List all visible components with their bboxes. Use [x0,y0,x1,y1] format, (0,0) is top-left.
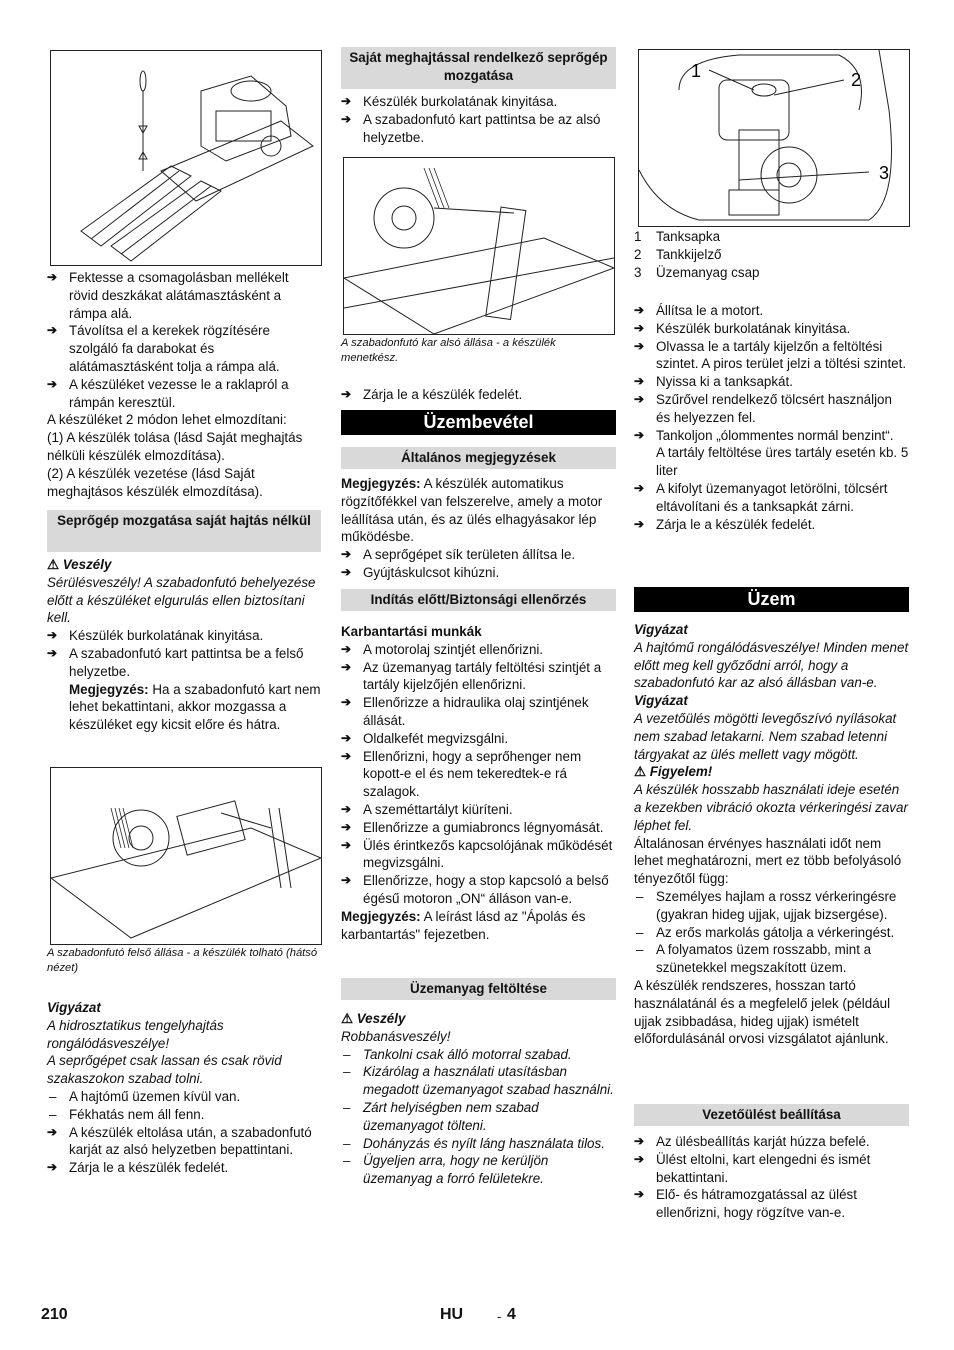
caution-text-1: A hidrosztatikus tengelyhajtás rongálódásveszélye! [47,1017,224,1051]
check-item: ➔ Ülés érintkezős kapcsolójának működését megvizsgálni. [341,837,616,873]
caution-text: A hajtómű rongálódásveszélye! Minden menet előtt meg kell győződni arról, hogy a szabadonfutó kar az alsó állásban van-e. [634,639,909,691]
heading-operation: Üzem [634,587,909,612]
danger-text: Robbanásveszély! [341,1028,451,1044]
figure-freewheel-up [50,767,322,945]
heading-general-notes: Általános megjegyzések [341,447,616,469]
fuel-step: ➔ Szűrővel rendelkező tölcsért használjon és helyezzen fel. [634,391,909,427]
warning-triangle-icon: ⚠ [341,1011,354,1026]
legend-item: 2 Tankkijelző [634,246,722,262]
callout-2: 2 [851,70,862,90]
fuel-step: ➔ Készülék burkolatának kinyitása. [634,320,909,338]
step-lever-down: ➔ A készülék eltolása után, a szabadonfutó karját az alsó helyzetben bepattintani. [47,1124,321,1160]
maintenance-note: Megjegyzés: A leírást lásd az "Ápolás és karbantartás" fejezetben. [341,908,586,942]
step-remove-wood: ➔ Távolítsa el a kerekek rögzítésére szolgáló fa darabokat és alátámasztásként tolja a rámpa alá. [47,322,321,375]
move-option-2: (2) A készülék vezetése (lásd Saját meghajtásos készülék elmozdítása). [47,465,263,499]
section-page-number: 4 [507,1306,516,1323]
fuel-rule: – Tankolni csak álló motorral szabad. [341,1046,616,1064]
dash-no-brake: – Fékhatás nem áll fenn. [47,1106,321,1124]
check-item: ➔ Ellenőrizze a gumiabroncs légnyomását. [341,819,616,837]
move-option-1: (1) A készülék tolása (lásd Saját meghajtás nélküli készülék elmozdítása). [47,430,303,463]
fuel-rule: – Dohányzás és nyílt láng használata tilos. [341,1135,616,1153]
seat-step: ➔ Elő- és hátramozgatással az ülést ellenőrizni, hogy rögzítve van-e. [634,1186,909,1222]
warning-triangle-icon: ⚠ [634,764,647,780]
callout-3: 3 [879,163,890,183]
step-close-lid: ➔ Zárja le a készülék fedelét. [47,1159,321,1177]
warning-triangle-icon: ⚠ [47,557,60,572]
step-lay-boards: ➔ Fektesse a csomagolásban mellékelt rövid deszkákat alátámasztásként a rámpa alá. [47,269,321,322]
fuel-rule: – Zárt helyiségben nem szabad üzemanyagot tölteni. [341,1099,616,1135]
usage-factor: – A folyamatos üzem rosszabb, mint a szünetekkel megszakított üzem. [634,941,909,977]
figure-pallet-ramp [50,50,322,266]
fuel-step: ➔ Állítsa le a motort. [634,302,909,320]
fuel-step: ➔ Tankoljon „ólommentes normál benzint“. [634,427,909,445]
step-close-lid: ➔ Zárja le a készülék fedelét. [341,386,616,404]
legend-item: 3 Üzemanyag csap [634,264,760,280]
fuel-step: ➔ A kifolyt üzemanyagot letörölni, tölcsért eltávolítani és a tanksapkát zárni. [634,480,909,516]
check-item: ➔ A szeméttartályt kiüríteni. [341,801,616,819]
step-lever-up: ➔ A szabadonfutó kart pattintsa be a felső helyzetbe. [47,645,321,681]
step-open-cover: ➔ Készülék burkolatának kinyitása. [47,627,321,645]
legend-item: 1 Tanksapka [634,229,721,244]
page-number: 210 [41,1306,68,1323]
heading-move-without-drive: Seprőgép mozgatása saját hajtás nélkül [47,510,321,552]
seat-step: ➔ Az ülésbeállítás karját húzza befelé. [634,1133,909,1151]
fuel-step: ➔ Zárja le a készülék fedelét. [634,516,909,534]
figure-caption-freewheel-down: A szabadonfutó kar alsó állása - a készülék menetkész. [341,337,556,364]
figure-freewheel-down [343,157,615,335]
usage-text: Általánosan érvényes használati időt nem lehet meghatározni, mert ez több befolyásoló tényezőtől függ: [634,835,902,887]
danger-text: Sérülésveszély! A szabadonfutó behelyezése előtt a készüléket elgurulás ellen biztosítani kell. [47,574,316,626]
check-item: ➔ A motorolaj szintjét ellenőrizni. [341,641,616,659]
caution-text-2: A seprőgépet csak lassan és csak rövid szakaszokon szabad tolni. [47,1053,282,1087]
freewheel-down-drawing [344,158,614,334]
fuel-step: ➔ Olvassa le a tartály kijelzőn a feltöltési szintet. A piros terület jelzi a töltési szintet. [634,338,909,374]
pallet-ramp-drawing [51,51,321,265]
step-lever-down: ➔ A szabadonfutó kart pattintsa be az alsó helyzetbe. [341,111,616,147]
figure-caption-freewheel-up: A szabadonfutó felső állása - a készülék tolható (hátsó nézet) [47,947,318,974]
fuel-step: ➔ Nyissa ki a tanksapkát. [634,373,909,391]
attention-label: ⚠ Figyelem! [634,764,713,780]
heading-move-with-drive: Saját meghajtással rendelkező seprőgép mozgatása [341,47,616,89]
dash-gear-off: – A hajtómű üzemen kívül van. [47,1088,321,1106]
fuel-rule: – Ügyeljen arra, hogy ne kerüljön üzemanyag a forró felületekre. [341,1152,616,1188]
engine-tank-drawing [639,50,909,226]
heading-start-up: Üzembevétel [341,410,616,435]
usage-factor: – Személyes hajlam a rossz vérkeringésre (gyakran hideg ujjak, ujjak bizsergése). [634,888,909,924]
usage-factor: – Az erős markolás gátolja a vérkeringést. [634,924,909,942]
step-open-cover: ➔ Készülék burkolatának kinyitása. [341,93,616,111]
step-drive-down: ➔ A készüléket vezesse le a raklapról a rámpán keresztül. [47,376,321,412]
step-park-level: ➔ A seprőgépet sík területen állítsa le. [341,546,616,564]
maintenance-label: Karbantartási munkák [341,624,482,639]
freewheel-up-drawing [51,768,321,944]
footer-separator: - [497,1309,502,1324]
language-code: HU [440,1306,464,1323]
check-item: ➔ Ellenőrizze a hidraulika olaj szintjének állását. [341,694,616,730]
step-remove-key: ➔ Gyújtáskulcsot kihúzni. [341,564,616,582]
fuel-capacity-note: A tartály feltöltése üres tartály esetén kb. 5 liter [656,445,909,479]
fuel-rule: – Kizárólag a használati utasításban megadott üzemanyagot szabad használni. [341,1063,616,1099]
usage-recommendation: A készülék rendszeres, hosszan tartó használatánál és a megfelelő jelek (például ujjak zsibbadása, hideg ujjak) ismételt előfordulásánál orvosi vizsgálatot ajánlunk. [634,977,891,1047]
attention-text: A készülék hosszabb használati ideje esetén a kezekben vibráció okozta vérkeringési zavar léphet fel. [634,782,908,833]
caution-label: Vigyázat [634,622,688,637]
note-lever: Megjegyzés: Ha a szabadonfutó kart nem lehet bekattintani, akkor mozgassa a készüléket egy kicsit előre és hátra. [69,681,321,733]
general-note: Megjegyzés: A készülék automatikus rögzítőfékkel van felszerelve, amely a motor leállítása után, és az ülés elhagyásakor lép működésbe. [341,476,603,545]
callout-1: 1 [691,61,702,81]
caution-label: Vigyázat [47,1000,101,1015]
danger-label: ⚠ Veszély [341,1011,406,1026]
figure-engine-tank [638,49,910,227]
caution-label: Vigyázat [634,693,688,709]
check-item: ➔ Ellenőrizni, hogy a seprőhenger nem kopott-e el és nem tekeredtek-e rá szalagok. [341,748,616,801]
move-intro: A készüléket 2 módon lehet elmozdítani: [47,412,287,428]
caution-text: A vezetőülés mögötti levegőszívó nyílásokat nem szabad letakarni. Nem szabad letenni tárgyakat az ülés mellett vagy mögött. [634,710,897,762]
heading-safety-check: Indítás előtt/Biztonsági ellenőrzés [341,589,616,611]
check-item: ➔ Oldalkefét megvizsgálni. [341,730,616,748]
seat-step: ➔ Ülést eltolni, kart elengedni és ismét bekattintani. [634,1151,909,1187]
check-item: ➔ Az üzemanyag tartály feltöltési szintjét a tartály kijelzőjén ellenőrizni. [341,659,616,695]
heading-fuel: Üzemanyag feltöltése [341,978,616,1000]
heading-seat-adjust: Vezetőülést beállítása [634,1104,909,1126]
check-item: ➔ Ellenőrizze, hogy a stop kapcsoló a belső égésű motoron „ON“ álláson van-e. [341,872,616,908]
danger-label: ⚠ Veszély [47,557,112,572]
